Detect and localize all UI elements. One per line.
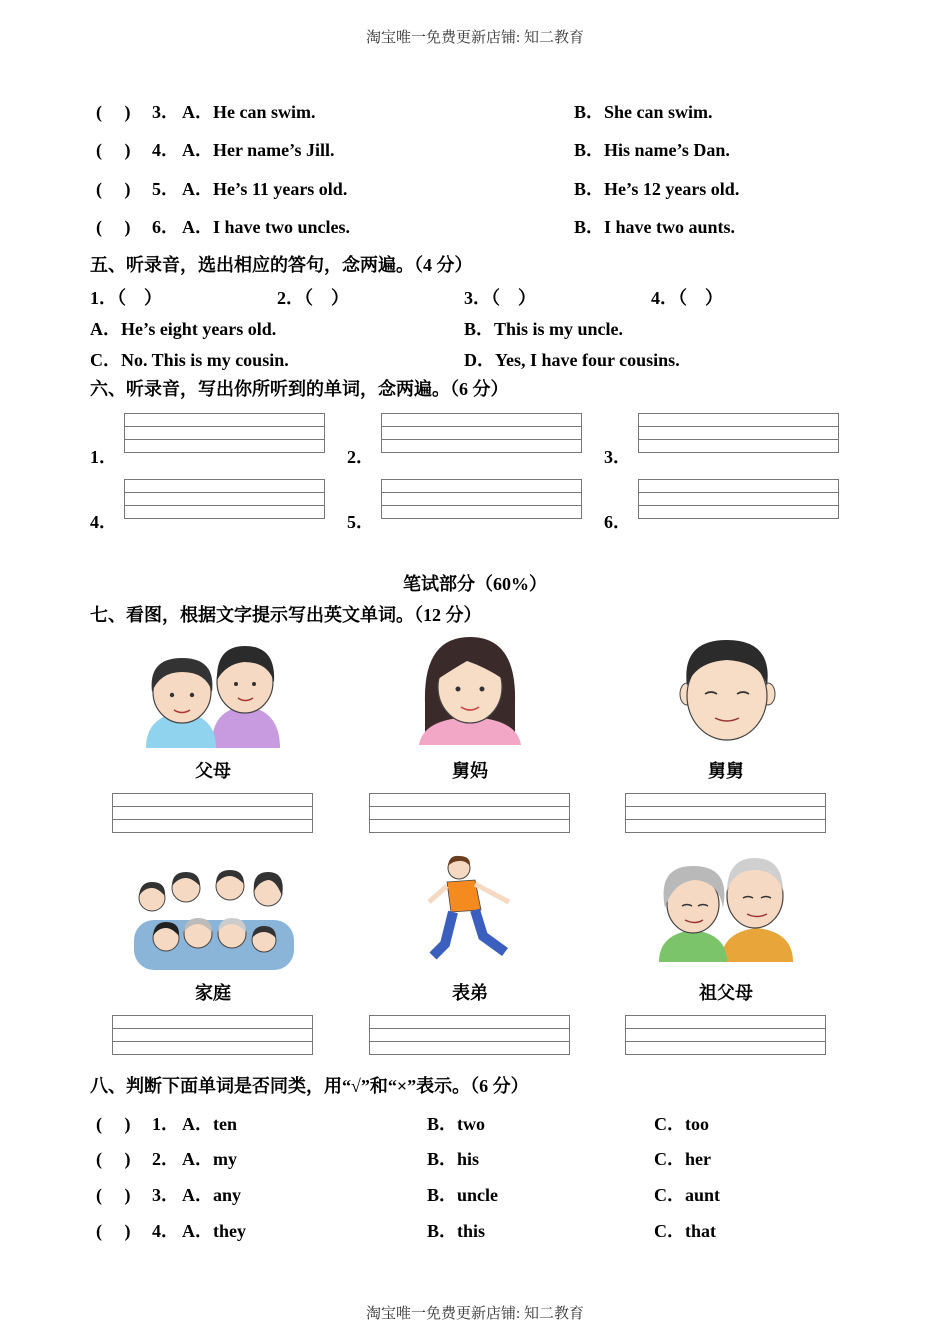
written-part-title: 笔试部分（60%） bbox=[403, 574, 547, 594]
answer-blank[interactable]: ( ) bbox=[96, 179, 131, 199]
family-illustration bbox=[130, 858, 298, 970]
answer-grid-uncle[interactable] bbox=[625, 793, 826, 833]
option-b: B．This is my uncle. bbox=[464, 319, 624, 339]
question-number: 3． bbox=[152, 102, 179, 122]
option-d: D．Yes, I have four cousins. bbox=[464, 350, 680, 370]
option-c: C．that bbox=[654, 1221, 716, 1241]
option-a: A．any bbox=[182, 1185, 242, 1205]
question-number: 4． bbox=[152, 140, 179, 160]
uncle-illustration bbox=[675, 634, 780, 746]
answer-blank[interactable]: ( ) bbox=[96, 102, 131, 122]
caption-grandparents: 祖父母 bbox=[699, 983, 753, 1003]
writing-grid-3[interactable] bbox=[638, 413, 839, 453]
section7-title: 七、看图，根据文字提示写出英文单词。（12 分） bbox=[90, 605, 482, 625]
option-b: B．I have two aunts. bbox=[574, 217, 736, 237]
answer-blank[interactable]: ( ) bbox=[96, 1185, 131, 1205]
answer-grid-grandparents[interactable] bbox=[625, 1015, 826, 1055]
option-b: B．His name’s Dan. bbox=[574, 140, 730, 160]
option-b: B．this bbox=[427, 1221, 486, 1241]
blank-1[interactable]: 1．（ ） bbox=[90, 288, 162, 308]
answer-grid-cousin[interactable] bbox=[369, 1015, 570, 1055]
option-b: B．uncle bbox=[427, 1185, 499, 1205]
writing-grid-6[interactable] bbox=[638, 479, 839, 519]
answer-grid-aunt[interactable] bbox=[369, 793, 570, 833]
answer-grid-family[interactable] bbox=[112, 1015, 313, 1055]
option-c: C．her bbox=[654, 1149, 711, 1169]
option-a: A．my bbox=[182, 1149, 237, 1169]
write-label-3: 3． bbox=[604, 447, 631, 467]
write-label-1: 1． bbox=[90, 447, 117, 467]
option-a: A．I have two uncles. bbox=[182, 217, 351, 237]
caption-parents: 父母 bbox=[195, 761, 231, 781]
option-a: A．He’s eight years old. bbox=[90, 319, 277, 339]
answer-blank[interactable]: ( ) bbox=[96, 140, 131, 160]
blank-3[interactable]: 3．（ ） bbox=[464, 288, 536, 308]
question-number: 5． bbox=[152, 179, 179, 199]
option-c: C．too bbox=[654, 1114, 709, 1134]
question-number: 1． bbox=[152, 1114, 179, 1134]
option-a: A．He’s 11 years old. bbox=[182, 179, 348, 199]
writing-grid-1[interactable] bbox=[124, 413, 325, 453]
section6-title: 六、听录音，写出你所听到的单词，念两遍。（6 分） bbox=[90, 379, 509, 399]
question-number: 3． bbox=[152, 1185, 179, 1205]
section5-title: 五、听录音，选出相应的答句，念两遍。（4 分） bbox=[90, 255, 473, 275]
caption-aunt: 舅妈 bbox=[452, 761, 488, 781]
option-c: C．No. This is my cousin. bbox=[90, 350, 289, 370]
caption-family: 家庭 bbox=[195, 983, 231, 1003]
option-b: B．his bbox=[427, 1149, 480, 1169]
write-label-6: 6． bbox=[604, 512, 631, 532]
write-label-4: 4． bbox=[90, 512, 117, 532]
parents-illustration bbox=[140, 640, 285, 748]
aunt-illustration bbox=[415, 633, 525, 745]
option-a: A．they bbox=[182, 1221, 246, 1241]
blank-2[interactable]: 2．（ ） bbox=[277, 288, 349, 308]
write-label-2: 2． bbox=[347, 447, 374, 467]
section8-title: 八、判断下面单词是否同类，用“√”和“×”表示。（6 分） bbox=[90, 1076, 529, 1096]
caption-uncle: 舅舅 bbox=[708, 761, 744, 781]
option-a: A．ten bbox=[182, 1114, 237, 1134]
answer-blank[interactable]: ( ) bbox=[96, 1114, 131, 1134]
caption-cousin: 表弟 bbox=[452, 983, 488, 1003]
question-number: 6． bbox=[152, 217, 179, 237]
grandparents-illustration bbox=[655, 852, 797, 962]
option-c: C．aunt bbox=[654, 1185, 721, 1205]
option-b: B．He’s 12 years old. bbox=[574, 179, 740, 199]
page-header: 淘宝唯一免费更新店铺: 知二教育 bbox=[366, 30, 584, 46]
answer-blank[interactable]: ( ) bbox=[96, 1221, 131, 1241]
answer-blank[interactable]: ( ) bbox=[96, 1149, 131, 1169]
page-footer: 淘宝唯一免费更新店铺: 知二教育 bbox=[366, 1306, 584, 1322]
option-b: B．two bbox=[427, 1114, 485, 1134]
cousin-illustration bbox=[425, 852, 517, 964]
option-b: B．She can swim. bbox=[574, 102, 713, 122]
question-number: 4． bbox=[152, 1221, 179, 1241]
option-a: A．He can swim. bbox=[182, 102, 316, 122]
question-number: 2． bbox=[152, 1149, 179, 1169]
writing-grid-4[interactable] bbox=[124, 479, 325, 519]
writing-grid-2[interactable] bbox=[381, 413, 582, 453]
writing-grid-5[interactable] bbox=[381, 479, 582, 519]
write-label-5: 5． bbox=[347, 512, 374, 532]
answer-blank[interactable]: ( ) bbox=[96, 217, 131, 237]
answer-grid-parents[interactable] bbox=[112, 793, 313, 833]
option-a: A．Her name’s Jill. bbox=[182, 140, 335, 160]
blank-4[interactable]: 4．（ ） bbox=[651, 288, 723, 308]
